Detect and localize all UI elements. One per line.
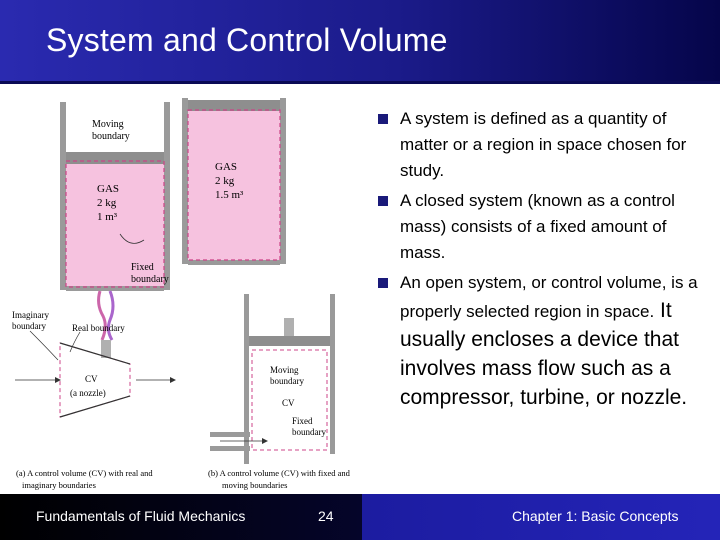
piston-cv-caption-1: (b) A control volume (CV) with fixed and	[208, 468, 350, 478]
nozzle-caption-1: (a) A control volume (CV) with real and	[16, 468, 153, 478]
square-bullet-icon	[378, 278, 388, 288]
moving-boundary-label-2: boundary	[92, 131, 130, 142]
footer-page-number: 24	[318, 508, 334, 524]
expanded-cylinder-figure	[182, 98, 286, 265]
square-bullet-icon	[378, 196, 388, 206]
nozzle-lower-wall	[60, 396, 130, 417]
gas-mass: 2 kg	[215, 175, 235, 187]
piston-cv-caption-2: moving boundaries	[222, 480, 288, 490]
fixed-boundary-label-2: boundary	[292, 427, 326, 437]
cv-sublabel: (a nozzle)	[70, 388, 106, 398]
bullet-item	[375, 270, 705, 412]
square-bullet-icon	[378, 114, 388, 124]
footer-chapter: Chapter 1: Basic Concepts	[512, 508, 679, 524]
fixed-boundary-label-1: Fixed	[131, 262, 154, 273]
piston	[66, 152, 164, 164]
imaginary-leader	[30, 331, 58, 360]
cv-label: CV	[282, 398, 295, 408]
footer-course: Fundamentals of Fluid Mechanics	[36, 508, 246, 524]
imaginary-boundary-label-1: Imaginary	[12, 310, 49, 320]
piston-cylinder-figure	[60, 102, 170, 358]
piston	[249, 336, 330, 346]
bullet-text: A closed system (known as a control mass) consists of a fixed amount of mass.	[400, 191, 675, 262]
real-boundary-label: Real boundary	[72, 323, 125, 333]
gas-label: GAS	[215, 161, 238, 173]
inlet-pipe-bottom	[210, 446, 250, 451]
title-bar	[0, 0, 720, 84]
cylinder-right-wall	[164, 102, 170, 290]
slide-content	[0, 84, 720, 494]
imaginary-boundary-label-2: boundary	[12, 321, 46, 331]
cylinder-left-wall	[182, 98, 188, 264]
cv-label: CV	[85, 374, 98, 384]
inflow-arrowhead	[262, 438, 268, 444]
gas-volume: 1.5 m³	[215, 189, 244, 201]
cylinder-left-wall	[60, 102, 66, 290]
piston	[188, 100, 280, 111]
cylinder-left-wall	[244, 294, 249, 464]
moving-boundary-label-1: Moving	[270, 365, 299, 375]
moving-boundary-label-2: boundary	[270, 376, 304, 386]
gas-label: GAS	[97, 183, 120, 195]
nozzle-caption-2: imaginary boundaries	[22, 480, 96, 490]
footer	[0, 494, 720, 540]
gas-volume: 1 m³	[97, 211, 118, 223]
bullet-text-large: It usually encloses a device that involves mass flow such as a compressor, turbine, or nozzle.	[400, 299, 688, 409]
bullet-item	[375, 188, 705, 266]
outflow-arrowhead	[170, 377, 176, 383]
nozzle-upper-wall	[60, 343, 130, 364]
inlet-pipe-top	[210, 432, 250, 437]
bullet-text: A system is defined as a quantity of matter or a region in space chosen for study.	[400, 109, 687, 180]
cylinder-right-wall	[280, 98, 286, 264]
slide-title: System and Control Volume	[46, 22, 448, 58]
piston-rod	[284, 318, 294, 336]
bullet-item	[375, 106, 705, 184]
fixed-boundary-label-2: boundary	[131, 274, 169, 285]
bullet-list	[375, 106, 705, 416]
moving-boundary-label-1: Moving	[92, 119, 124, 130]
cylinder-right-wall	[330, 294, 335, 454]
fixed-boundary-label-1: Fixed	[292, 416, 313, 426]
bullet-text-small: An open system, or control volume, is a properly selected region in space.	[400, 273, 698, 321]
gas-mass: 2 kg	[97, 197, 117, 209]
piston-cv-figure	[208, 294, 351, 490]
cylinder-bottom	[188, 260, 280, 265]
nozzle-figure	[12, 310, 176, 490]
